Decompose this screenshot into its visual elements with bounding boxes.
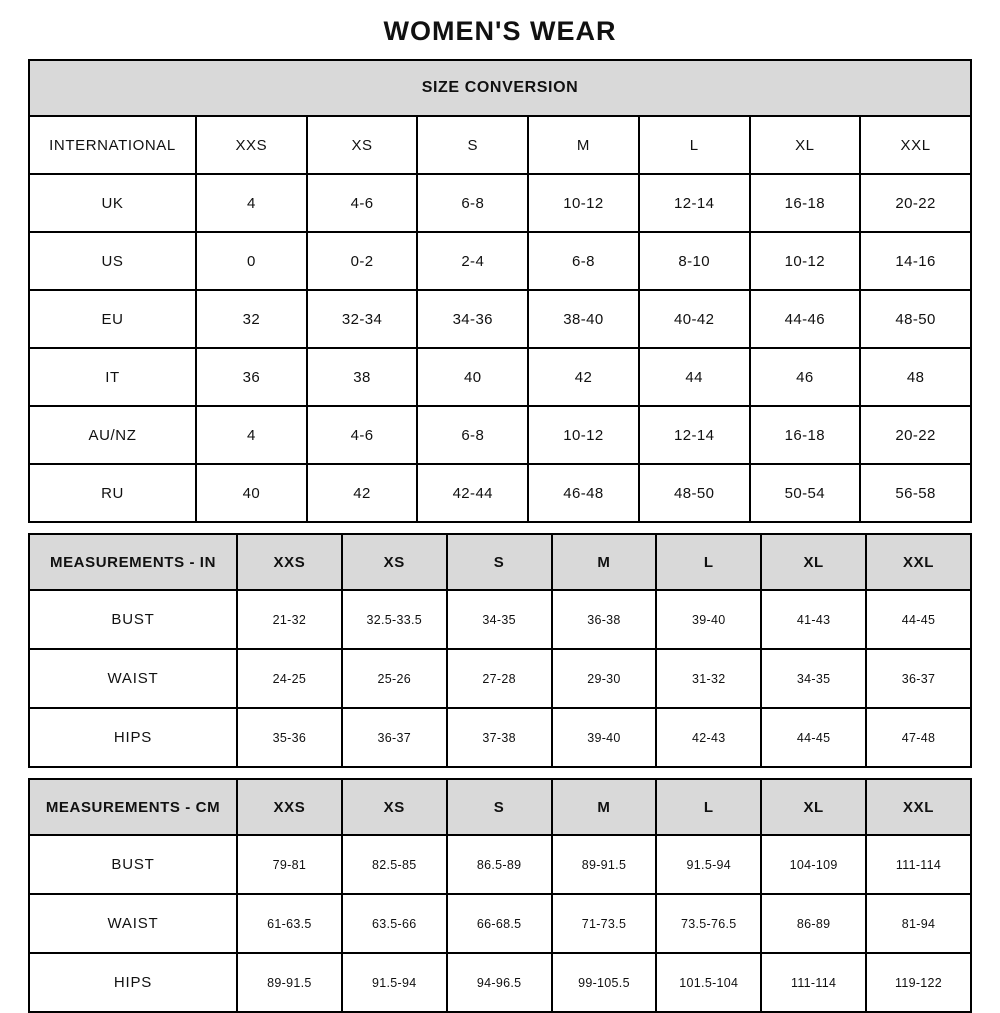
value-cell: 66-68.5 (447, 894, 552, 953)
value-cell: 86.5-89 (447, 835, 552, 894)
value-cell: 44 (639, 348, 750, 406)
value-cell: 104-109 (761, 835, 866, 894)
table-row (29, 348, 971, 406)
value-cell: 34-36 (417, 290, 528, 348)
value-cell: 41-43 (761, 590, 866, 649)
corner-label-measurements-in: MEASUREMENTS - IN (29, 534, 237, 590)
value-cell: 0 (196, 232, 307, 290)
value-cell: 32-34 (307, 290, 418, 348)
table-row (29, 464, 971, 522)
value-cell: 36 (196, 348, 307, 406)
value-cell: 71-73.5 (552, 894, 657, 953)
value-cell: 4 (196, 406, 307, 464)
table-row (29, 290, 971, 348)
value-cell: 10-12 (750, 232, 861, 290)
size-label-cell: L (639, 116, 750, 174)
value-cell: 101.5-104 (656, 953, 761, 1012)
row-label: HIPS (29, 708, 237, 767)
size-label-cell: XS (342, 534, 447, 590)
size-conversion-banner-row (29, 60, 971, 116)
value-cell: 61-63.5 (237, 894, 342, 953)
size-conversion-header: SIZE CONVERSION (29, 60, 971, 116)
size-label-cell: L (656, 779, 761, 835)
measurements-in-header-row (29, 534, 971, 590)
size-label-cell: XL (750, 116, 861, 174)
value-cell: 25-26 (342, 649, 447, 708)
measurements-cm-table (28, 778, 972, 1013)
value-cell: 24-25 (237, 649, 342, 708)
value-cell: 63.5-66 (342, 894, 447, 953)
value-cell: 36-38 (552, 590, 657, 649)
size-label-cell: S (447, 534, 552, 590)
size-label-cell: S (447, 779, 552, 835)
value-cell: 56-58 (860, 464, 971, 522)
size-label-cell: XS (307, 116, 418, 174)
table-row (29, 894, 971, 953)
value-cell: 111-114 (866, 835, 971, 894)
value-cell: 4-6 (307, 406, 418, 464)
value-cell: 48-50 (860, 290, 971, 348)
value-cell: 37-38 (447, 708, 552, 767)
size-label-cell: XS (342, 779, 447, 835)
value-cell: 81-94 (866, 894, 971, 953)
value-cell: 119-122 (866, 953, 971, 1012)
size-label-cell: XXS (196, 116, 307, 174)
value-cell: 0-2 (307, 232, 418, 290)
row-label: RU (29, 464, 196, 522)
value-cell: 32.5-33.5 (342, 590, 447, 649)
table-row (29, 953, 971, 1012)
table-row (29, 174, 971, 232)
value-cell: 50-54 (750, 464, 861, 522)
value-cell: 4 (196, 174, 307, 232)
size-label-cell: XXL (866, 779, 971, 835)
value-cell: 73.5-76.5 (656, 894, 761, 953)
value-cell: 20-22 (860, 174, 971, 232)
value-cell: 89-91.5 (552, 835, 657, 894)
size-label-cell: M (528, 116, 639, 174)
value-cell: 2-4 (417, 232, 528, 290)
size-conversion-table (28, 59, 972, 523)
value-cell: 29-30 (552, 649, 657, 708)
value-cell: 44-45 (761, 708, 866, 767)
value-cell: 36-37 (866, 649, 971, 708)
measurements-in-body (29, 590, 971, 767)
row-label: IT (29, 348, 196, 406)
size-label-cell: XXS (237, 779, 342, 835)
value-cell: 14-16 (860, 232, 971, 290)
value-cell: 4-6 (307, 174, 418, 232)
value-cell: 10-12 (528, 174, 639, 232)
value-cell: 8-10 (639, 232, 750, 290)
value-cell: 39-40 (656, 590, 761, 649)
row-label: BUST (29, 835, 237, 894)
value-cell: 34-35 (761, 649, 866, 708)
row-label: EU (29, 290, 196, 348)
corner-label-international: INTERNATIONAL (29, 116, 196, 174)
value-cell: 36-37 (342, 708, 447, 767)
value-cell: 16-18 (750, 406, 861, 464)
value-cell: 39-40 (552, 708, 657, 767)
value-cell: 40 (417, 348, 528, 406)
size-label-cell: L (656, 534, 761, 590)
size-header-row (29, 116, 971, 174)
value-cell: 89-91.5 (237, 953, 342, 1012)
value-cell: 31-32 (656, 649, 761, 708)
row-label: HIPS (29, 953, 237, 1012)
measurements-cm-header-row (29, 779, 971, 835)
value-cell: 99-105.5 (552, 953, 657, 1012)
value-cell: 44-46 (750, 290, 861, 348)
value-cell: 40 (196, 464, 307, 522)
value-cell: 12-14 (639, 406, 750, 464)
table-row (29, 649, 971, 708)
row-label: WAIST (29, 894, 237, 953)
value-cell: 44-45 (866, 590, 971, 649)
value-cell: 16-18 (750, 174, 861, 232)
size-label-cell: XXS (237, 534, 342, 590)
value-cell: 21-32 (237, 590, 342, 649)
value-cell: 6-8 (417, 174, 528, 232)
value-cell: 35-36 (237, 708, 342, 767)
page-title: WOMEN'S WEAR (383, 16, 617, 46)
size-label-cell: XL (761, 779, 866, 835)
value-cell: 91.5-94 (656, 835, 761, 894)
value-cell: 46 (750, 348, 861, 406)
value-cell: 82.5-85 (342, 835, 447, 894)
value-cell: 48-50 (639, 464, 750, 522)
row-label: US (29, 232, 196, 290)
size-label-cell: M (552, 779, 657, 835)
row-label: AU/NZ (29, 406, 196, 464)
value-cell: 42 (528, 348, 639, 406)
size-conversion-body (29, 174, 971, 522)
value-cell: 10-12 (528, 406, 639, 464)
value-cell: 47-48 (866, 708, 971, 767)
value-cell: 32 (196, 290, 307, 348)
table-row (29, 406, 971, 464)
value-cell: 42-44 (417, 464, 528, 522)
value-cell: 94-96.5 (447, 953, 552, 1012)
value-cell: 79-81 (237, 835, 342, 894)
table-row (29, 590, 971, 649)
table-row (29, 708, 971, 767)
size-label-cell: XL (761, 534, 866, 590)
table-row (29, 835, 971, 894)
value-cell: 20-22 (860, 406, 971, 464)
value-cell: 6-8 (528, 232, 639, 290)
value-cell: 91.5-94 (342, 953, 447, 1012)
row-label: UK (29, 174, 196, 232)
measurements-in-table (28, 533, 972, 768)
size-label-cell: S (417, 116, 528, 174)
row-label: WAIST (29, 649, 237, 708)
value-cell: 86-89 (761, 894, 866, 953)
value-cell: 38-40 (528, 290, 639, 348)
value-cell: 40-42 (639, 290, 750, 348)
table-row (29, 232, 971, 290)
value-cell: 111-114 (761, 953, 866, 1012)
value-cell: 12-14 (639, 174, 750, 232)
corner-label-measurements-cm: MEASUREMENTS - CM (29, 779, 237, 835)
value-cell: 42-43 (656, 708, 761, 767)
value-cell: 42 (307, 464, 418, 522)
size-label-cell: M (552, 534, 657, 590)
measurements-cm-body (29, 835, 971, 1012)
value-cell: 6-8 (417, 406, 528, 464)
value-cell: 27-28 (447, 649, 552, 708)
value-cell: 34-35 (447, 590, 552, 649)
value-cell: 38 (307, 348, 418, 406)
value-cell: 48 (860, 348, 971, 406)
size-label-cell: XXL (860, 116, 971, 174)
size-label-cell: XXL (866, 534, 971, 590)
row-label: BUST (29, 590, 237, 649)
value-cell: 46-48 (528, 464, 639, 522)
